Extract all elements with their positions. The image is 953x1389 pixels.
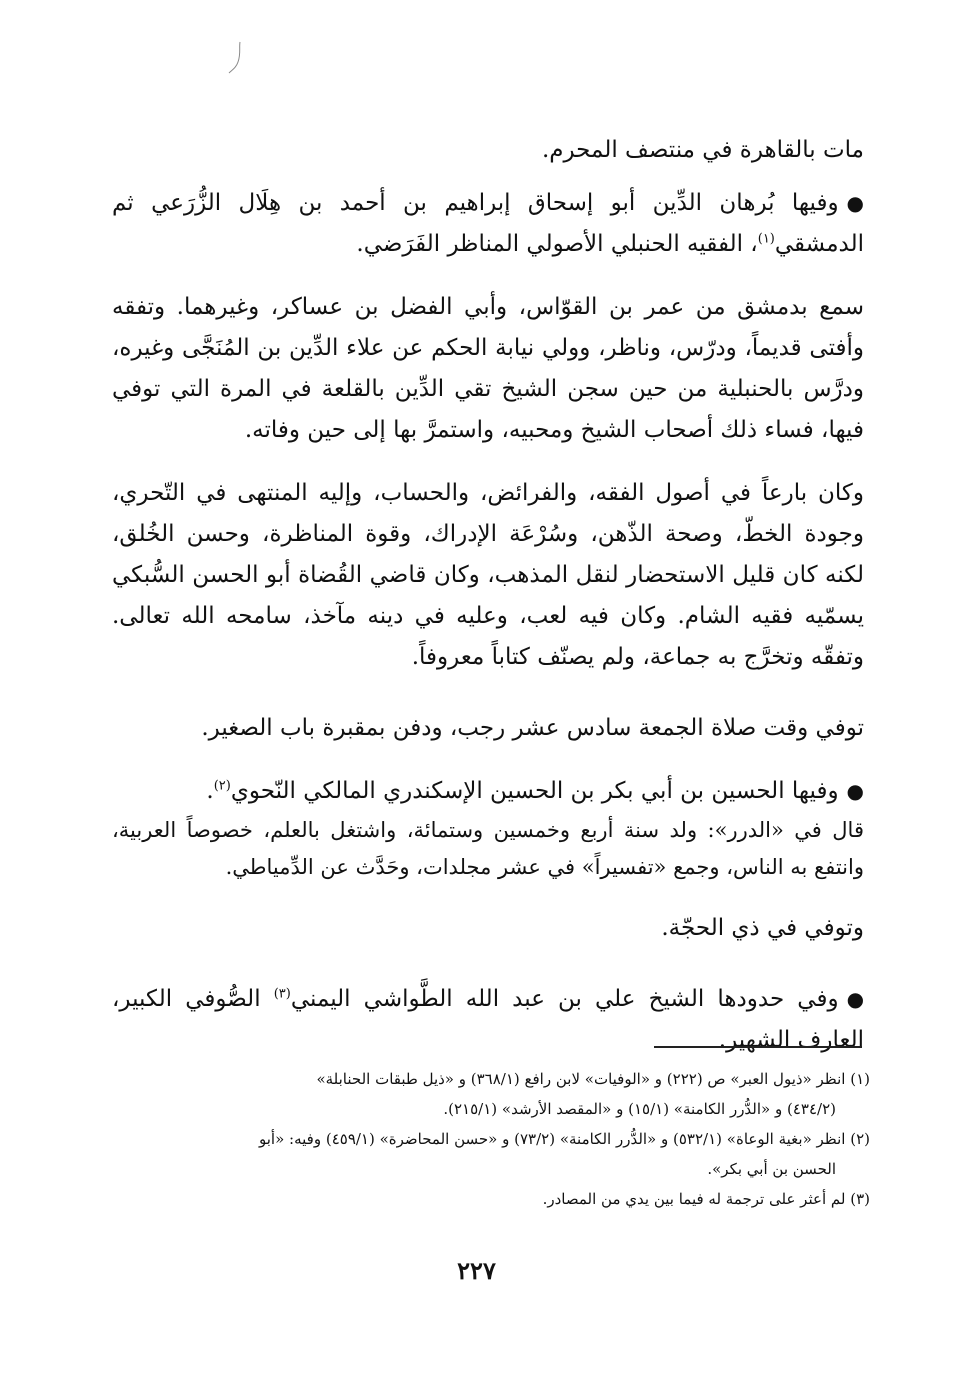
footnotes <box>112 1064 870 1214</box>
bullet-icon: ● <box>846 987 865 1011</box>
entry-text: وفيها الحسين بن أبي بكر بن الحسين الإسكندري المالكي النّحوي <box>230 778 839 804</box>
entry-tail: . <box>206 778 214 804</box>
bullet-icon: ● <box>846 191 864 215</box>
footnote-ref: (١) <box>757 231 775 247</box>
biography-entry <box>112 183 864 265</box>
biography-entry <box>112 979 864 1061</box>
paragraph: مات بالقاهرة في منتصف المحرم. <box>541 137 864 163</box>
footnote-number: (٣) <box>850 1190 870 1208</box>
footnote-divider <box>654 1046 862 1048</box>
paragraph: وكان بارعاً في أصول الفقه، والفرائض، والحساب، وإليه المنتهى في التّحري، وجودة الخطّ، وصحة الذّهن، وسُرْعَة الإدراك، وقوة المناظرة، وحسن الخُلق، لكنه كان قليل الاستحضار لنقل المذهب، وكان قاضي القُضاة أبو الحسن السُّبكي يسمّيه فقيه الشام. وكان فيه لعب، وعليه في دينه مآخذ، سامحه الله تعالى. وتفقّه وتخرَّج به جماعة، ولم يصنّف كتاباً معروفاً. <box>112 480 864 670</box>
page-number: ٢٢٧ <box>457 1256 496 1285</box>
biography-entry <box>112 771 864 812</box>
entry-text: وفي حدودها الشيخ علي بن عبد الله الطَّواشي اليمني <box>290 986 839 1012</box>
footnote <box>112 1184 870 1214</box>
main-text <box>112 130 864 1061</box>
footnote-text: انظر «ذيول العبر» ص (٢٢٢) و «الوفيات» لابن رافع (٣٦٨/١) و «ذيل طبقات الحنابلة» <box>316 1070 846 1088</box>
footnote-ref: (٣) <box>273 986 291 1002</box>
footnote-continuation: الحسن بن أبي بكر». <box>707 1160 836 1178</box>
footnote-number: (٢) <box>850 1130 870 1148</box>
footnote-number: (١) <box>850 1070 870 1088</box>
paragraph: توفي وقت صلاة الجمعة سادس عشر رجب، ودفن بمقبرة باب الصغير. <box>201 715 864 741</box>
entry-tail: ، الفقيه الحنبلي الأصولي المناظر الفَرَضي. <box>356 231 758 257</box>
bullet-icon: ● <box>846 779 864 803</box>
footnote <box>112 1064 870 1094</box>
footnote-text: لم أعثر على ترجمة له فيما بين يدي من المصادر. <box>542 1190 846 1208</box>
entry-text: وفيها بُرهان الدِّين أبو إسحاق إبراهيم بن أحمد بن هِلَال الزُّرَعي ثم الدمشقي <box>112 190 864 257</box>
paragraph: وتوفي في ذي الحجّة. <box>661 915 864 941</box>
entry-tail: الصُّوفي الكبير، العارف الشهير. <box>112 986 864 1053</box>
footnote <box>112 1124 870 1154</box>
footnote-ref: (٢) <box>213 778 231 794</box>
footnote-text: انظر «بغية الوعاة» (٥٣٢/١) و «الدُّرر الكامنة» (٧٣/٢) و «حسن المحاضرة» (٤٥٩/١) وفيه: «أبو <box>259 1130 846 1148</box>
pencil-mark <box>226 40 248 76</box>
paragraph: سمع بدمشق من عمر بن القوّاس، وأبي الفضل بن عساكر، وغيرهما. وتفقه وأفتى قديماً، ودرّس، وناظر، وولي نيابة الحكم عن علاء الدِّين بن المُنَجَّى وغيره، ودرَّس بالحنبلية من حين سجن الشيخ تقي الدِّين بالقلعة في المرة التي توفي فيها، فساء ذلك أصحاب الشيخ ومحبيه، واستمرَّ بها إلى حين وفاته. <box>112 294 864 443</box>
footnote-continuation: (٤٣٤/٢) و «الدُّرر الكامنة» (١٥/١) و «المقصد الأرشد» (٢١٥/١). <box>443 1100 836 1118</box>
paragraph: قال في «الدرر»: ولد سنة أربع وخمسين وستمائة، واشتغل بالعلم، خصوصاً العربية، وانتفع به الناس، وجمع «تفسيراً» في عشر مجلدات، وحَدَّث عن الدِّمياطي. <box>112 818 864 879</box>
